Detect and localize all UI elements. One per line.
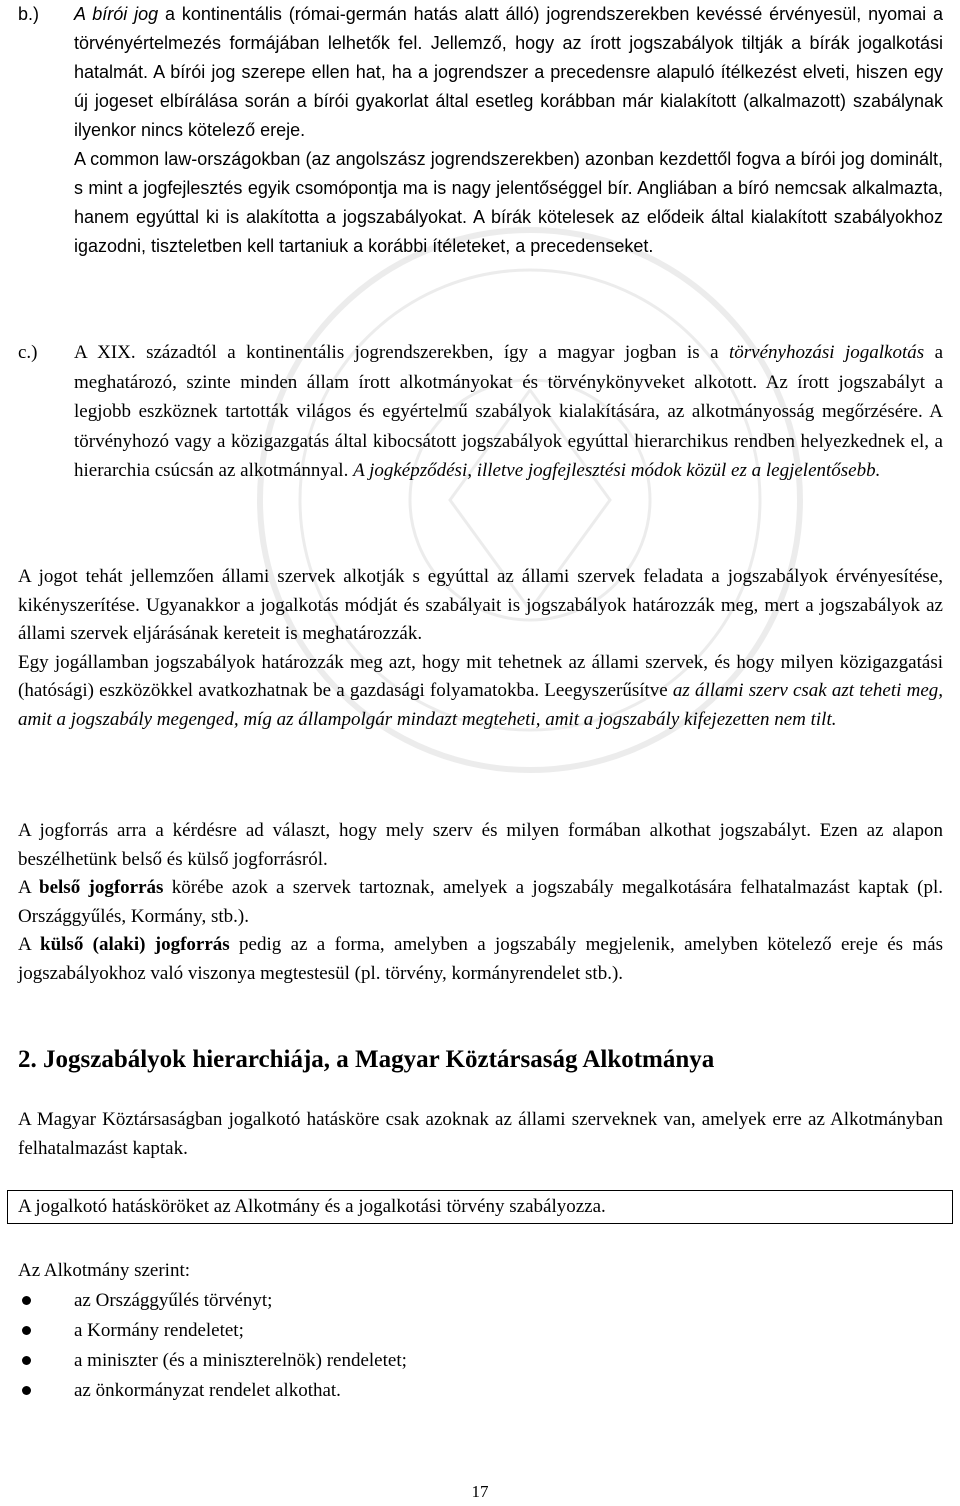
body-paragraph-3: [18, 563, 943, 734]
p6-a: A: [18, 877, 40, 898]
section-c-paragraph: [74, 338, 943, 486]
section-b-paragraph-2: A common law-országokban (az angolszász jogrendszerekben) azonban kezdettől fogva a bírói jog dominált, s mint a jogfejlesztés egyik csomópontja ma is nagy jelentőséggel bír. Angliában a bíró nemcsak alkalmazta, hanem egyúttal ki is alakította a jogszabályokat. A bírák kötelesek az elődeik által kialakított szabályokhoz igazodni, tiszteletben kell tartaniuk a korábbi ítéleteket, a precedenseket.: [74, 149, 943, 256]
paragraph-4: [18, 649, 943, 735]
section-b-paragraph-1: [74, 0, 943, 145]
section-c-closing: A jogképződési, illetve jogfejlesztési módok közül ez a legjelentősebb.: [353, 460, 881, 481]
paragraph-5: A jogforrás arra a kérdésre ad választ, hogy mely szerv és milyen formában alkothat jogszabályt. Ezen az alapon beszélhetünk belső és külső jogforrásról.: [18, 820, 943, 870]
p7-a: A: [18, 934, 41, 955]
bullet-icon: [22, 1326, 31, 1335]
list-item-text: a miniszter (és a miniszterelnök) rendeletet;: [74, 1350, 407, 1371]
kulso-jogforras-term: külső (alaki) jogforrás: [40, 934, 230, 955]
bullet-icon: [22, 1296, 31, 1305]
list-item: [18, 1346, 407, 1376]
section-c-text-b: a meghatározó, szinte minden állam írott alkotmányokat és törvénykönyveket alkotott. Az írott jogszabályt a legjobb eszköznek tartották világos és egyértelmű szabályok kialakítására, az alkotmányosság megőrzésére. A törvényhozó vagy a közigazgatás által kibocsátott jogszabályok egyúttal hierarchikus rendben helyezkednek el, a hierarchia csúcsán az alkotmánnyal.: [74, 342, 944, 481]
list-item: [18, 1286, 407, 1316]
list-item-text: az Országgyűlés törvényt;: [74, 1290, 273, 1311]
list-item-text: a Kormány rendeletet;: [74, 1320, 244, 1341]
bíroi-jog-term: A bírói jog: [74, 4, 159, 24]
section-b-label: b.): [18, 4, 40, 24]
section-c-term: törvényhozási jogalkotás: [728, 342, 925, 363]
paragraph-8: A Magyar Köztársaságban jogalkotó hatásköre csak azoknak az állami szerveknek van, amelyek erre az Alkotmányban felhatalmazást kaptak.: [18, 1109, 943, 1159]
paragraph-4-italic: az állami szerv csak azt teheti meg, amit a jogszabály megenged, míg az állampolgár mindazt megteheti, amit a jogszabály kifejezetten nem tilt.: [18, 680, 943, 730]
paragraph-3: A jogot tehát jellemzően állami szervek alkotják s egyúttal az állami szervek feladata a jogszabályok érvényesítése, kikényszerítése. Ugyanakkor a jogalkotás módját és szabályait is jogszabályok határozzák meg, mert a jogszabályok az állami szervek eljárásának kereteit is meghatározzák.: [18, 566, 943, 644]
section-c-text-a: A XIX. századtól a kontinentális jogrendszerekben, így a magyar jogban is a: [74, 342, 729, 363]
section-b-text-1: a kontinentális (római-germán hatás alatt álló) jogrendszerekben kevéssé érvényesül, nyomai a törvényértelmezés formájában lelhetők fel. Jellemző, hogy az írott jogszabályok tiltják a bírák jogalkotási hatalmát. A bírói jog szerepe ellen hat, ha a jogrendszer a precedensre alapuló ítélkezést elveti, hiszen egy új jogeset elbírálása során a bírói gyakorlat által esetleg korábban már kialakított (alkalmazott) szabálynak ilyenkor nincs kötelező ereje.: [74, 4, 943, 140]
alkotmany-list: [18, 1286, 407, 1406]
list-item-text: az önkormányzat rendelet alkothat.: [74, 1380, 341, 1401]
section-heading: 2. Jogszabályok hierarchiája, a Magyar Köztársaság Alkotmánya: [18, 1046, 715, 1073]
bullet-icon: [22, 1356, 31, 1365]
bullet-icon: [22, 1386, 31, 1395]
paragraph-6: [18, 874, 943, 931]
list-item: [18, 1376, 407, 1406]
belso-jogforras-term: belső jogforrás: [39, 877, 164, 898]
list-item: [18, 1316, 407, 1346]
list-intro: Az Alkotmány szerint:: [18, 1260, 191, 1281]
section-c: [18, 338, 943, 486]
boxed-statement: A jogalkotó hatásköröket az Alkotmány és a jogalkotási törvény szabályozza.: [7, 1190, 953, 1224]
p6-b: körébe azok a szervek tartoznak, amelyek a jogszabály megalkotására felhatalmazást kaptak (pl. Országgyűlés, Kormány, stb.).: [18, 877, 943, 927]
body-paragraph-8: [18, 1105, 943, 1163]
paragraph-7: [18, 931, 943, 988]
p7-b: pedig az a forma, amelyben a jogszabály megjelenik, amelyben kötelező ereje és más jogszabályokhoz való viszonya megtestesül (pl. törvény, kormányrendelet stb.).: [18, 934, 943, 984]
page-number: 17: [471, 1482, 489, 1501]
section-b: [18, 0, 943, 261]
section-c-label: c.): [18, 342, 38, 363]
jogforras-block: [18, 817, 943, 988]
paragraph-4-text: Egy jogállamban jogszabályok határozzák meg azt, hogy mit tehetnek az állami szervek, és hogy milyen közigazgatási (hatósági) eszközökkel avatkozhatnak be a gazdasági folyamatokba. Leegyszerűsítve: [18, 651, 943, 701]
